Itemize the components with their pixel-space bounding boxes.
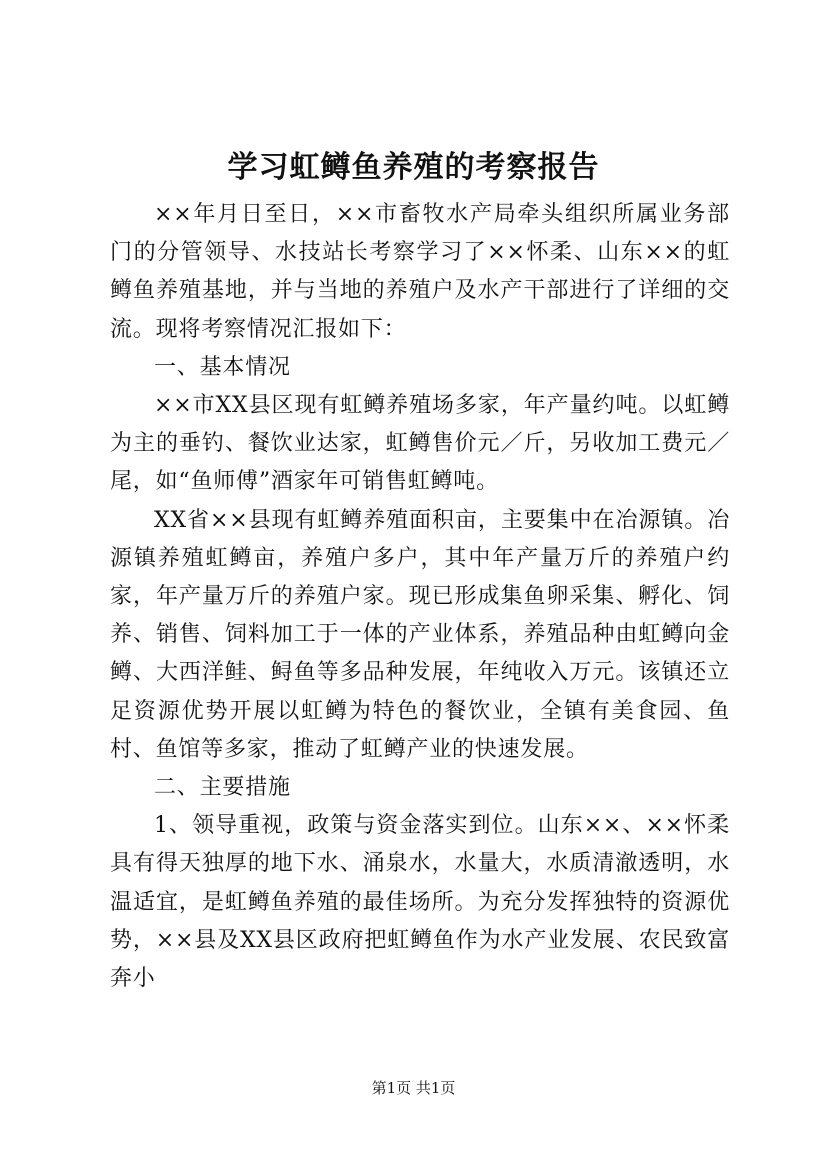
paragraph-county-overview: XX省××县现有虹鳟养殖面积亩，主要集中在冶源镇。冶源镇养殖虹鳟亩，养殖户多户，其中年产量万斤的养殖户约家，年产量万斤的养殖户家。现已形成集鱼卵采集、孵化、饲养、销售、饲料加工于一体的产业体系，养殖品种由虹鳟向金鳟、大西洋鲑、鲟鱼等多品种发展，年纯收入万元。该镇还立足资源优势开展以虹鳟为特色的餐饮业，全镇有美食园、鱼村、鱼馆等多家，推动了虹鳟产业的快速发展。 bbox=[110, 507, 730, 762]
section-heading-basic-situation: 一、基本情况 bbox=[154, 354, 291, 380]
document-body bbox=[110, 196, 730, 998]
document-title: 学习虹鳟鱼养殖的考察报告 bbox=[227, 150, 600, 185]
paragraph-measure-1: 1、领导重视，政策与资金落实到位。山东××、××怀柔具有得天独厚的地下水、涌泉水，水量大，水质清澈透明，水温适宜，是虹鳟鱼养殖的最佳场所。为充分发挥独特的资源优势，××县及XX县区政府把虹鳟鱼作为水产业发展、农民致富奔小 bbox=[110, 813, 730, 992]
section-heading-main-measures: 二、主要措施 bbox=[154, 775, 291, 801]
paragraph-intro: ××年月日至日，××市畜牧水产局牵头组织所属业务部门的分管领导、水技站长考察学习了××怀柔、山东××的虹鳟鱼养殖基地，并与当地的养殖户及水产干部进行了详细的交流。现将考察情况汇报如下： bbox=[110, 202, 730, 342]
page-footer: 第1页 共1页 bbox=[371, 1079, 456, 1097]
paragraph-city-overview: ××市XX县区现有虹鳟养殖场多家，年产量约吨。以虹鳟为主的垂钓、餐饮业达家，虹鳟售价元／斤，另收加工费元／尾，如“鱼师傅”酒家年可销售虹鳟吨。 bbox=[110, 393, 730, 495]
